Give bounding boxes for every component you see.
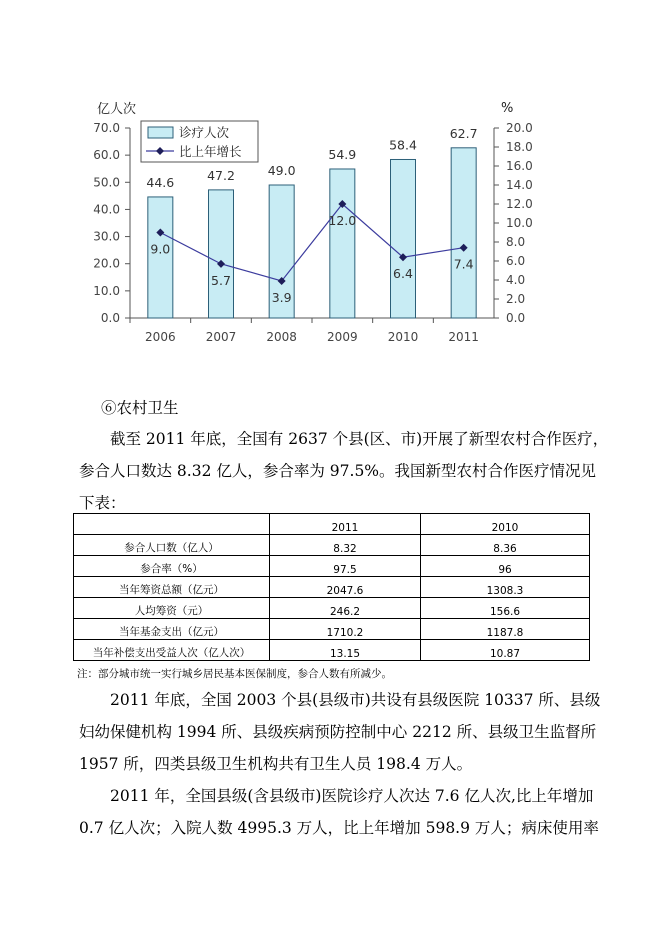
left-tick-label: 10.0 (93, 283, 120, 298)
legend-bar-swatch (148, 127, 173, 138)
bar (330, 169, 355, 318)
table-cell: 13.15 (270, 640, 421, 661)
legend-bar-label: 诊疗人次 (179, 125, 230, 140)
left-tick-label: 30.0 (93, 229, 120, 244)
chart (0, 0, 662, 380)
growth-value-label: 9.0 (150, 241, 171, 257)
table-cell: 246.2 (270, 598, 421, 619)
left-tick-label: 0.0 (100, 311, 120, 325)
bar (391, 159, 416, 318)
legend (141, 121, 258, 162)
bar-value-label: 54.9 (328, 146, 357, 162)
intro-line: 下表： (79, 494, 126, 512)
right-tick-label: 0.0 (506, 311, 526, 325)
table-cell: 参合人口数（亿人） (74, 535, 270, 556)
county-line: 2011 年底，全国 2003 个县(县级市)共设有县级医院 10337 所、县级 (110, 691, 601, 709)
table-cell: 1308.3 (421, 577, 590, 598)
right-tick-label: 4.0 (506, 273, 526, 287)
bar-series (148, 148, 476, 318)
ncms-table (73, 513, 590, 661)
table-cell: 10.87 (421, 640, 590, 661)
right-axis-title: % (501, 101, 514, 116)
bar (148, 197, 173, 318)
x-tick-label: 2010 (387, 330, 419, 344)
table-header-cell (74, 514, 270, 535)
county-line: 妇幼保健机构 1994 所、县级疾病预防控制中心 2212 所、县级卫生监督所 (79, 723, 597, 741)
right-tick-label: 8.0 (506, 235, 526, 249)
table-cell: 当年基金支出（亿元） (74, 619, 270, 640)
right-tick-label: 10.0 (506, 216, 533, 230)
intro-paragraph (79, 423, 609, 519)
table-cell: 96 (421, 556, 590, 577)
hospital-line: 0.7 亿人次；入院人数 4995.3 万人，比上年增加 598.9 万人；病床使用率 (79, 819, 599, 837)
line-series (156, 200, 467, 285)
left-axis-title: 亿人次 (97, 102, 137, 117)
table-cell: 2047.6 (270, 577, 421, 598)
table-cell: 8.32 (270, 535, 421, 556)
right-tick-label: 16.0 (506, 159, 533, 173)
table-cell: 156.6 (421, 598, 590, 619)
right-tick-label: 20.0 (506, 121, 533, 135)
bar-value-label: 58.4 (389, 137, 417, 153)
left-tick-label: 40.0 (93, 202, 120, 217)
right-tick-label: 18.0 (506, 140, 533, 154)
right-tick-label: 6.0 (506, 254, 526, 268)
right-tick-label: 14.0 (506, 178, 533, 192)
growth-value-label: 7.4 (453, 256, 474, 272)
bar (209, 190, 234, 318)
table-row (74, 556, 590, 577)
hospital-paragraph (79, 780, 599, 844)
table-row (74, 577, 590, 598)
growth-line (160, 204, 463, 281)
table-cell: 1187.8 (421, 619, 590, 640)
x-tick-label: 2006 (145, 330, 176, 344)
table-header-cell: 2011 (270, 514, 421, 535)
growth-value-label: 6.4 (393, 266, 413, 282)
left-tick-label: 70.0 (93, 121, 120, 135)
bar-value-label: 44.6 (146, 174, 175, 190)
hospital-line: 2011 年，全国县级(含县级市)医院诊疗人次达 7.6 亿人次,比上年增加 (110, 787, 594, 805)
table-cell: 参合率（%） (74, 556, 270, 577)
bar-value-label: 49.0 (267, 163, 296, 178)
x-tick-label: 2007 (205, 330, 237, 344)
bar-value-label: 47.2 (207, 167, 235, 183)
county-paragraph (79, 684, 599, 780)
table-header-cell: 2010 (421, 514, 590, 535)
table-row (74, 598, 590, 619)
table-cell: 人均筹资（元） (74, 598, 270, 619)
bar-value-label: 62.7 (449, 125, 478, 141)
table-row (74, 640, 590, 661)
x-tick-label: 2008 (266, 330, 297, 344)
right-tick-label: 12.0 (506, 197, 533, 211)
table-note: 注：部分城市统一实行城乡居民基本医保制度，参合人数有所减少。 (77, 668, 392, 680)
table-cell: 8.36 (421, 535, 590, 556)
county-line: 1957 所，四类县级卫生机构共有卫生人员 198.4 万人。 (79, 755, 473, 773)
table-row (74, 535, 590, 556)
intro-line: 参合人口数达 8.32 亿人，参合率为 97.5%。我国新型农村合作医疗情况见 (79, 462, 597, 480)
growth-value-label: 12.0 (328, 213, 357, 228)
right-tick-label: 2.0 (506, 292, 526, 306)
table-cell: 当年筹资总额（亿元） (74, 577, 270, 598)
table-cell: 97.5 (270, 556, 421, 577)
left-tick-label: 20.0 (93, 256, 120, 271)
bar (451, 148, 476, 318)
growth-value-label: 3.9 (271, 289, 292, 305)
table-cell: 1710.2 (270, 619, 421, 640)
x-tick-label: 2009 (327, 330, 358, 344)
table-header-row (74, 514, 590, 535)
x-tick-label: 2011 (448, 330, 479, 344)
growth-value-label: 5.7 (211, 272, 231, 288)
left-tick-label: 50.0 (93, 175, 120, 190)
table-row (74, 619, 590, 640)
left-tick-label: 60.0 (93, 148, 120, 163)
intro-line: 截至 2011 年底，全国有 2637 个县(区、市)开展了新型农村合作医疗， (110, 430, 609, 448)
section-title: ⑥农村卫生 (101, 399, 179, 417)
legend-line-label: 比上年增长 (179, 144, 242, 159)
table-cell: 当年补偿支出受益人次（亿人次） (74, 640, 270, 661)
